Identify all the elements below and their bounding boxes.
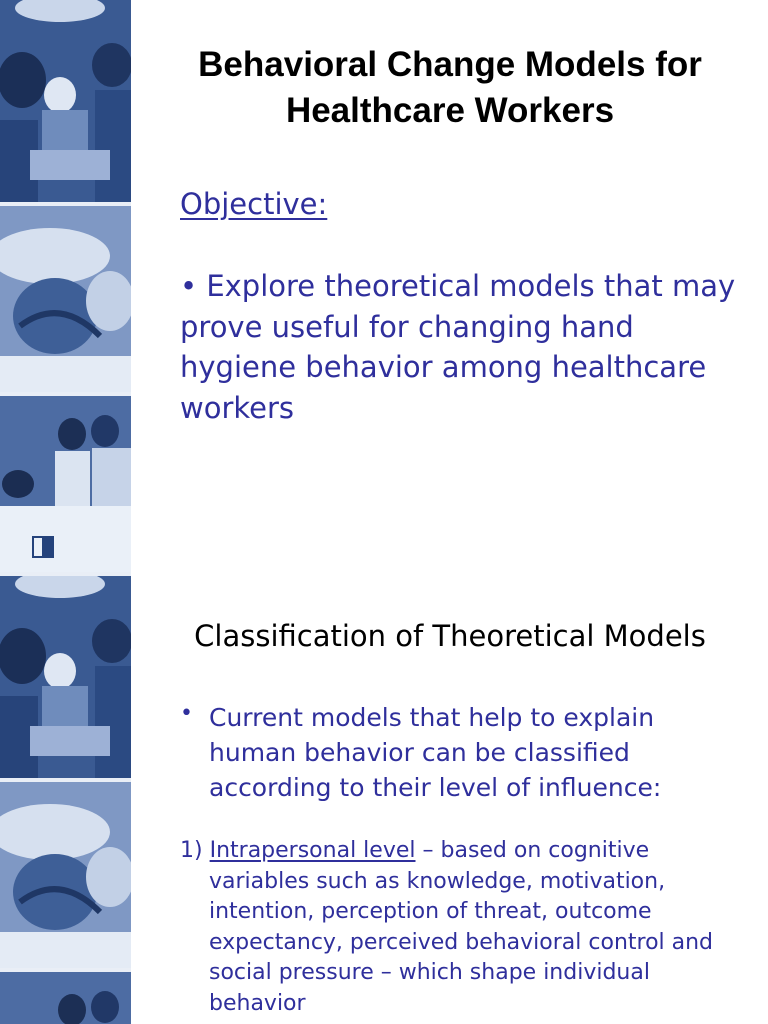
level-description-head: – based on cognitive <box>422 838 650 863</box>
level-name: Intrapersonal level <box>209 838 416 863</box>
doctors-photo <box>0 972 131 1024</box>
doctors-photo <box>0 396 131 572</box>
patient-photo <box>0 206 131 392</box>
bullet-text: Current models that help to explain human behavior can be classified according to their level of influence: <box>209 703 662 802</box>
intrapersonal-level-item <box>180 836 740 1019</box>
level-number: 1) <box>180 838 203 863</box>
objective-label: Objective: <box>180 187 328 221</box>
classification-title: Classification of Theoretical Models <box>194 619 706 653</box>
objective-text: • Explore theoretical models that may prove useful for changing hand hygiene behavior among healthcare workers <box>180 269 736 425</box>
classification-bullet <box>180 700 740 805</box>
bullet-icon: • <box>180 701 193 726</box>
patient-photo <box>0 782 131 968</box>
level-description: variables such as knowledge, motivation, intention, perception of threat, outcome expectancy, perceived behavioral control and social pressure – which shape individual behavior <box>209 868 714 1016</box>
surgery-photo <box>0 576 131 778</box>
slide-title: Behavioral Change Models for Healthcare Workers <box>198 45 702 130</box>
photo-strip <box>0 0 131 1024</box>
surgery-photo <box>0 0 131 202</box>
